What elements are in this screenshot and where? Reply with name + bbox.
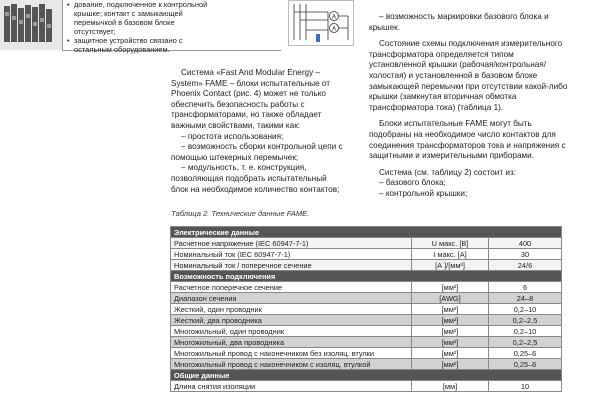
legend-item: • дование, подключенное к контрольной крышке; контакт с замыкающей перемычкой в базовом блоке отсутствует; (74, 0, 216, 36)
param-name: Многожильный, один проводник (171, 326, 412, 337)
param-value: 0,2–10 (489, 326, 562, 337)
param-unit: U макс. [В] (412, 238, 489, 249)
left-column (171, 68, 343, 195)
figure-legend (66, 0, 216, 54)
param-value: 10 (489, 381, 562, 392)
param-unit: [AWG] (412, 293, 489, 304)
product-photo (0, 0, 62, 50)
param-name: Многожильный провод с наконечником без изоляц. втулки (171, 348, 412, 359)
param-unit: [мм²] (412, 304, 489, 315)
param-unit: [А ]/[мм²] (412, 260, 489, 271)
param-value: 0,25–6 (489, 359, 562, 370)
param-name: Номинальный ток (IEC 60947-7-1) (171, 249, 412, 260)
param-unit: [мм²] (412, 348, 489, 359)
body-paragraph: Состояние схемы подключения измерительного трансформатора определяется типом установленной крышки (рабочая/контрольная/холостая) и установленной в базовом блоке замыкающей перемычки при отсутствии какой-либо крышки (замкнутая вторичная обмотка трансформатора тока) (таблица 1). (369, 39, 568, 112)
table-row (171, 326, 562, 337)
list-item: – контрольной крышки; (379, 188, 468, 198)
param-value: 400 (489, 238, 562, 249)
ammeter-label: A (332, 26, 337, 33)
table-row (171, 238, 562, 249)
table-row (171, 348, 562, 359)
param-unit: [мм²] (412, 326, 489, 337)
param-value: 24–8 (489, 293, 562, 304)
body-paragraph: Блоки испытательные FAME могут быть подобраны на необходимое число контактов для соединения трансформаторов тока и напряжения с защитными и измерительными приборами. (369, 119, 566, 161)
param-value: 30 (489, 249, 562, 260)
param-value: 6 (489, 282, 562, 293)
legend-item: • защитное устройство связано с остальным оборудованием. (74, 36, 216, 54)
table-caption: Таблица 2. Технические данные FAME. (171, 209, 310, 218)
list-item: – модульность, т. е. конструкция, позволяющая подобрать испытательный блок на необходимое количество контактов; (171, 163, 340, 194)
param-value: 0,2–10 (489, 304, 562, 315)
section-header: Общие данные (171, 370, 562, 381)
circuit-diagram (288, 0, 354, 46)
param-name: Жесткий, два проводника (171, 315, 412, 326)
param-unit: [мм²] (412, 359, 489, 370)
list-item: – возможность маркировки базового блока и крышек. (369, 12, 549, 32)
table-row (171, 304, 562, 315)
param-name: Жесткий, один проводник (171, 304, 412, 315)
intro-paragraph: Система «Fast And Modular Energy – System» FAME – блоки испытательные от Phoenix Contact (рис. 4) может не только обеспечить безопасность работы с трансформаторами, но также обладает важными свойствами, такими как: (171, 68, 331, 130)
list-item: – возможность сборки контрольной цепи с помощью штекерных перемычек; (171, 142, 343, 162)
param-value: 0,2–2,5 (489, 315, 562, 326)
param-name: Диапазон сечения (171, 293, 412, 304)
param-name: Многожильный провод с наконечником с изоляц. втулкой (171, 359, 412, 370)
param-name: Длина снятия изоляции (171, 381, 412, 392)
param-unit: [мм] (412, 381, 489, 392)
param-unit: [мм²] (412, 282, 489, 293)
section-header: Возможность подключения (171, 271, 562, 282)
table-row (171, 315, 562, 326)
param-unit: [мм²] (412, 315, 489, 326)
section-header: Электрические данные (171, 227, 562, 238)
param-unit: [мм²] (412, 337, 489, 348)
param-value: 0,2–2,5 (489, 337, 562, 348)
table-row (171, 249, 562, 260)
param-value: 0,25–6 (489, 348, 562, 359)
body-paragraph: Система (см. таблицу 2) состоит из: (379, 167, 516, 177)
param-value: 24/6 (489, 260, 562, 271)
technical-data-table (170, 226, 562, 392)
list-item: – простота использования; (181, 131, 284, 141)
table-row (171, 293, 562, 304)
param-name: Многожильный, два проводника (171, 337, 412, 348)
right-column (369, 12, 569, 200)
list-item: – базового блока; (379, 178, 446, 188)
ammeter-label: A (332, 14, 337, 21)
param-unit: I макс. [А] (412, 249, 489, 260)
table-row (171, 381, 562, 392)
param-name: Расчетное напряжение (IEC 60947-7-1) (171, 238, 412, 249)
table-row (171, 337, 562, 348)
param-name: Расчетное поперечное сечение (171, 282, 412, 293)
table-row (171, 282, 562, 293)
table-row (171, 359, 562, 370)
param-name: Номинальный ток / поперечное сечение (171, 260, 412, 271)
table-row (171, 260, 562, 271)
